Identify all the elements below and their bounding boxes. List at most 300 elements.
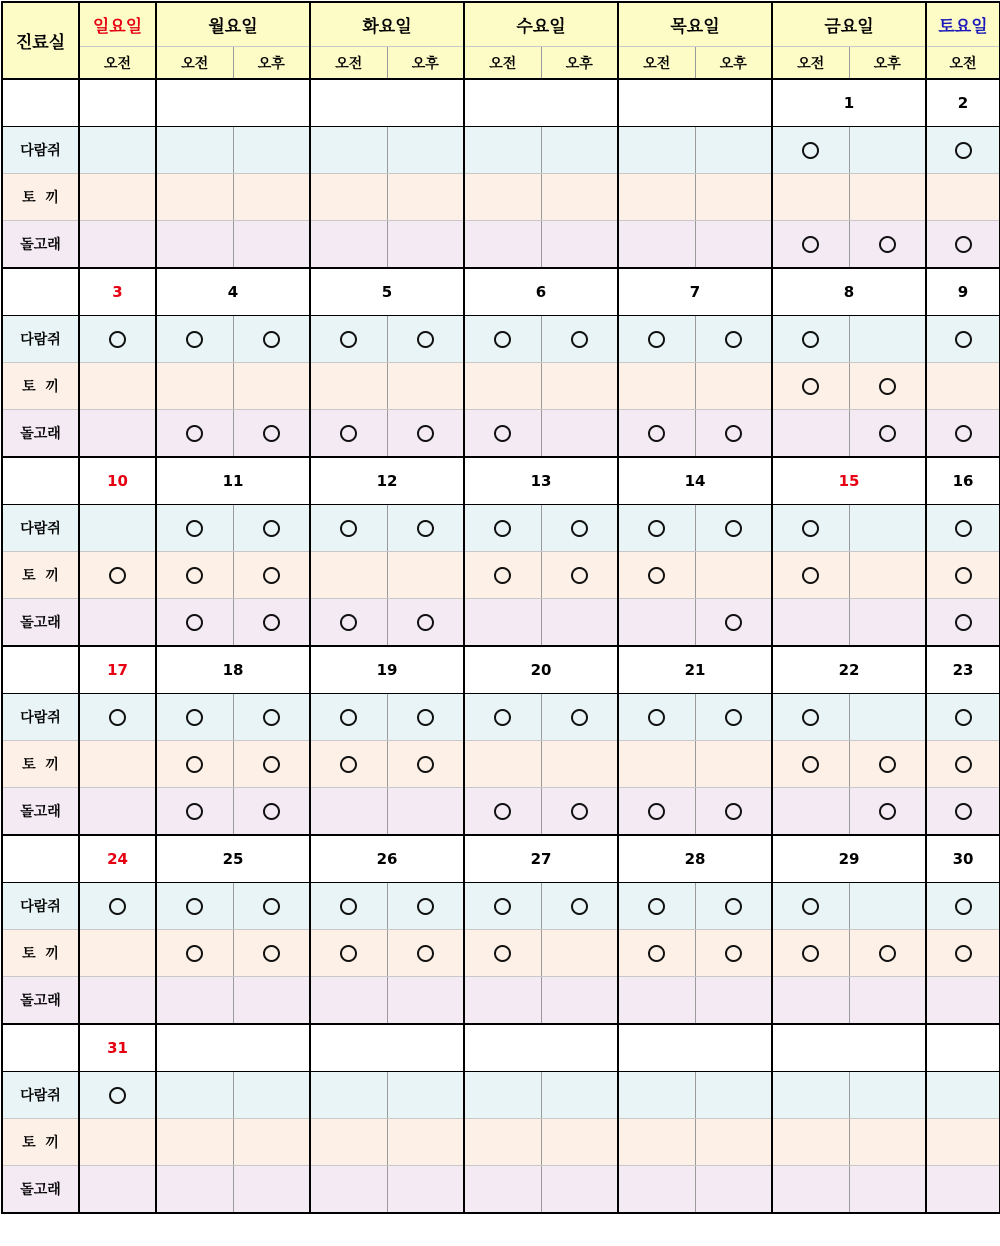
slot-cell-thu-pm: [695, 1072, 772, 1119]
date-cell-thu: 21: [618, 646, 772, 694]
slot-cell-thu-pm: [695, 221, 772, 269]
slot-cell-mon-pm: [233, 694, 310, 741]
circle-icon: [648, 945, 665, 962]
circle-icon: [186, 945, 203, 962]
slot-cell-sat-am: [926, 552, 1000, 599]
slot-cell-mon-am: [156, 741, 233, 788]
slot-cell-tue-pm: [387, 883, 464, 930]
slot-cell-sun-am: [79, 1119, 156, 1166]
slot-cell-thu-am: [618, 221, 695, 269]
slot-cell-thu-am: [618, 505, 695, 552]
slot-cell-wed-pm: [541, 174, 618, 221]
slot-cell-thu-pm: [695, 930, 772, 977]
date-cell-sat: 30: [926, 835, 1000, 883]
circle-icon: [725, 803, 742, 820]
slot-cell-fri-pm: [849, 788, 926, 836]
slot-cell-mon-pm: [233, 363, 310, 410]
slot-cell-thu-am: [618, 977, 695, 1025]
slot-thu-am: 오전: [618, 47, 695, 80]
circle-icon: [494, 803, 511, 820]
slot-cell-tue-pm: [387, 174, 464, 221]
slot-cell-fri-pm: [849, 127, 926, 174]
circle-icon: [340, 945, 357, 962]
slot-cell-sat-am: [926, 1166, 1000, 1214]
room-label: 토 끼: [2, 741, 79, 788]
slot-cell-mon-pm: [233, 930, 310, 977]
slot-cell-wed-am: [464, 883, 541, 930]
slot-fri-am: 오전: [772, 47, 849, 80]
date-cell-sat: [926, 1024, 1000, 1072]
circle-icon: [955, 803, 972, 820]
slot-cell-sat-am: [926, 599, 1000, 647]
date-cell-mon: 25: [156, 835, 310, 883]
slot-cell-tue-am: [310, 221, 387, 269]
slot-cell-fri-pm: [849, 1072, 926, 1119]
slot-cell-tue-pm: [387, 221, 464, 269]
slot-sat-am: 오전: [926, 47, 1000, 80]
slot-cell-tue-am: [310, 316, 387, 363]
week-date-row: [2, 268, 1000, 316]
circle-icon: [955, 520, 972, 537]
slot-cell-sat-am: [926, 316, 1000, 363]
circle-icon: [494, 425, 511, 442]
slot-cell-fri-am: [772, 127, 849, 174]
circle-icon: [186, 803, 203, 820]
circle-icon: [109, 567, 126, 584]
circle-icon: [109, 331, 126, 348]
date-cell-fri: 22: [772, 646, 926, 694]
slot-cell-fri-am: [772, 1119, 849, 1166]
slot-cell-thu-am: [618, 694, 695, 741]
slot-cell-tue-am: [310, 363, 387, 410]
date-cell-wed: 13: [464, 457, 618, 505]
week-date-row: [2, 1024, 1000, 1072]
slot-cell-fri-am: [772, 883, 849, 930]
room-label: 토 끼: [2, 363, 79, 410]
slot-cell-mon-pm: [233, 1119, 310, 1166]
circle-icon: [417, 756, 434, 773]
slot-cell-tue-am: [310, 599, 387, 647]
room-label: 돌고래: [2, 221, 79, 269]
slot-cell-wed-am: [464, 788, 541, 836]
room-label: 토 끼: [2, 1119, 79, 1166]
slot-cell-fri-am: [772, 410, 849, 458]
slot-cell-tue-pm: [387, 977, 464, 1025]
slot-cell-thu-am: [618, 930, 695, 977]
slot-cell-thu-pm: [695, 363, 772, 410]
slot-cell-tue-am: [310, 1072, 387, 1119]
circle-icon: [955, 567, 972, 584]
slot-cell-tue-am: [310, 505, 387, 552]
circle-icon: [802, 945, 819, 962]
room-column-header: 진료실: [2, 2, 79, 79]
slot-cell-wed-am: [464, 316, 541, 363]
room-row: [2, 363, 1000, 410]
circle-icon: [263, 709, 280, 726]
slot-cell-tue-am: [310, 174, 387, 221]
circle-icon: [879, 378, 896, 395]
circle-icon: [725, 709, 742, 726]
slot-cell-sat-am: [926, 410, 1000, 458]
circle-icon: [648, 425, 665, 442]
date-cell-mon: 18: [156, 646, 310, 694]
circle-icon: [879, 236, 896, 253]
date-cell-thu: [618, 79, 772, 127]
slot-cell-fri-am: [772, 316, 849, 363]
slot-tue-pm: 오후: [387, 47, 464, 80]
slot-cell-wed-pm: [541, 694, 618, 741]
slot-cell-tue-am: [310, 410, 387, 458]
circle-icon: [340, 756, 357, 773]
slot-cell-wed-am: [464, 505, 541, 552]
circle-icon: [802, 520, 819, 537]
slot-cell-sat-am: [926, 127, 1000, 174]
circle-icon: [955, 425, 972, 442]
circle-icon: [802, 142, 819, 159]
circle-icon: [571, 898, 588, 915]
circle-icon: [955, 142, 972, 159]
slot-cell-mon-pm: [233, 599, 310, 647]
header-day-friday: 금요일: [772, 2, 926, 47]
circle-icon: [802, 378, 819, 395]
slot-cell-fri-pm: [849, 694, 926, 741]
room-row: [2, 694, 1000, 741]
circle-icon: [340, 898, 357, 915]
date-cell-thu: 7: [618, 268, 772, 316]
room-label: 다람쥐: [2, 316, 79, 363]
slot-cell-fri-pm: [849, 221, 926, 269]
slot-cell-sat-am: [926, 883, 1000, 930]
slot-cell-fri-pm: [849, 1119, 926, 1166]
circle-icon: [955, 709, 972, 726]
slot-cell-tue-am: [310, 741, 387, 788]
slot-cell-thu-pm: [695, 883, 772, 930]
room-row: [2, 127, 1000, 174]
date-cell-tue: 5: [310, 268, 464, 316]
slot-cell-tue-pm: [387, 552, 464, 599]
slot-cell-mon-am: [156, 316, 233, 363]
slot-cell-tue-pm: [387, 1119, 464, 1166]
header-day-wednesday: 수요일: [464, 2, 618, 47]
slot-cell-wed-am: [464, 1166, 541, 1214]
slot-cell-tue-am: [310, 552, 387, 599]
slot-cell-fri-am: [772, 174, 849, 221]
slot-cell-thu-am: [618, 599, 695, 647]
circle-icon: [725, 425, 742, 442]
room-label: 다람쥐: [2, 1072, 79, 1119]
header-day-saturday: 토요일: [926, 2, 1000, 47]
room-row: [2, 316, 1000, 363]
slot-cell-sun-am: [79, 599, 156, 647]
header-day-monday: 월요일: [156, 2, 310, 47]
date-row-spacer: [2, 835, 79, 883]
slot-cell-sun-am: [79, 410, 156, 458]
slot-cell-sun-am: [79, 930, 156, 977]
circle-icon: [186, 567, 203, 584]
circle-icon: [494, 898, 511, 915]
slot-cell-fri-pm: [849, 316, 926, 363]
room-label: 다람쥐: [2, 883, 79, 930]
circle-icon: [417, 520, 434, 537]
slot-cell-mon-am: [156, 505, 233, 552]
room-row: [2, 1166, 1000, 1214]
slot-cell-sun-am: [79, 363, 156, 410]
circle-icon: [802, 898, 819, 915]
room-label: 토 끼: [2, 174, 79, 221]
slot-cell-mon-pm: [233, 174, 310, 221]
slot-cell-fri-am: [772, 741, 849, 788]
slot-fri-pm: 오후: [849, 47, 926, 80]
date-cell-sat: 23: [926, 646, 1000, 694]
room-row: [2, 505, 1000, 552]
slot-cell-mon-am: [156, 1072, 233, 1119]
slot-cell-wed-am: [464, 410, 541, 458]
circle-icon: [802, 236, 819, 253]
slot-cell-mon-am: [156, 977, 233, 1025]
slot-cell-tue-pm: [387, 1072, 464, 1119]
slot-cell-sun-am: [79, 552, 156, 599]
slot-cell-fri-am: [772, 788, 849, 836]
circle-icon: [186, 709, 203, 726]
slot-cell-tue-am: [310, 788, 387, 836]
slot-cell-sun-am: [79, 788, 156, 836]
room-row: [2, 1072, 1000, 1119]
slot-cell-tue-am: [310, 127, 387, 174]
slot-cell-thu-pm: [695, 1166, 772, 1214]
slot-mon-am: 오전: [156, 47, 233, 80]
slot-cell-wed-pm: [541, 316, 618, 363]
slot-cell-thu-pm: [695, 977, 772, 1025]
slot-cell-sun-am: [79, 1166, 156, 1214]
slot-cell-fri-am: [772, 552, 849, 599]
circle-icon: [494, 520, 511, 537]
date-cell-sat: 2: [926, 79, 1000, 127]
slot-cell-mon-pm: [233, 1072, 310, 1119]
room-label: 다람쥐: [2, 505, 79, 552]
date-cell-sun: 3: [79, 268, 156, 316]
room-row: [2, 741, 1000, 788]
slot-cell-wed-pm: [541, 741, 618, 788]
slot-sun-am: 오전: [79, 47, 156, 80]
circle-icon: [417, 614, 434, 631]
circle-icon: [263, 756, 280, 773]
slot-cell-wed-am: [464, 1072, 541, 1119]
clinic-schedule-table: [1, 1, 1000, 1214]
circle-icon: [186, 614, 203, 631]
circle-icon: [494, 709, 511, 726]
slot-cell-mon-pm: [233, 221, 310, 269]
circle-icon: [186, 756, 203, 773]
slot-cell-wed-pm: [541, 363, 618, 410]
slot-cell-thu-pm: [695, 316, 772, 363]
slot-cell-tue-pm: [387, 788, 464, 836]
circle-icon: [879, 756, 896, 773]
slot-cell-thu-am: [618, 410, 695, 458]
slot-cell-sun-am: [79, 316, 156, 363]
circle-icon: [340, 425, 357, 442]
date-cell-mon: 11: [156, 457, 310, 505]
room-label: 토 끼: [2, 552, 79, 599]
circle-icon: [725, 614, 742, 631]
room-label: 돌고래: [2, 977, 79, 1025]
circle-icon: [494, 945, 511, 962]
room-label: 돌고래: [2, 1166, 79, 1214]
slot-cell-thu-am: [618, 316, 695, 363]
date-cell-thu: 28: [618, 835, 772, 883]
slot-cell-fri-pm: [849, 363, 926, 410]
slot-cell-sat-am: [926, 221, 1000, 269]
slot-cell-fri-pm: [849, 174, 926, 221]
room-row: [2, 410, 1000, 458]
date-row-spacer: [2, 1024, 79, 1072]
slot-cell-mon-am: [156, 788, 233, 836]
circle-icon: [186, 520, 203, 537]
slot-cell-wed-pm: [541, 1166, 618, 1214]
slot-cell-mon-pm: [233, 127, 310, 174]
slot-cell-sun-am: [79, 1072, 156, 1119]
slot-cell-wed-pm: [541, 505, 618, 552]
slot-cell-wed-pm: [541, 552, 618, 599]
slot-cell-mon-pm: [233, 788, 310, 836]
room-row: [2, 552, 1000, 599]
circle-icon: [263, 803, 280, 820]
slot-cell-thu-pm: [695, 505, 772, 552]
slot-cell-sat-am: [926, 788, 1000, 836]
circle-icon: [186, 331, 203, 348]
circle-icon: [571, 803, 588, 820]
circle-icon: [802, 567, 819, 584]
slot-cell-tue-pm: [387, 930, 464, 977]
date-cell-sun: [79, 79, 156, 127]
date-cell-mon: 4: [156, 268, 310, 316]
slot-cell-fri-am: [772, 505, 849, 552]
slot-cell-fri-am: [772, 694, 849, 741]
slot-cell-thu-am: [618, 363, 695, 410]
circle-icon: [571, 567, 588, 584]
circle-icon: [879, 803, 896, 820]
slot-cell-fri-am: [772, 977, 849, 1025]
slot-wed-am: 오전: [464, 47, 541, 80]
room-row: [2, 883, 1000, 930]
schedule-header: [2, 2, 1000, 79]
slot-cell-wed-pm: [541, 1119, 618, 1166]
slot-cell-sat-am: [926, 174, 1000, 221]
slot-cell-wed-am: [464, 741, 541, 788]
slot-cell-fri-pm: [849, 552, 926, 599]
header-slot-row: [2, 47, 1000, 80]
circle-icon: [955, 614, 972, 631]
slot-cell-mon-am: [156, 1119, 233, 1166]
date-cell-fri: 29: [772, 835, 926, 883]
circle-icon: [417, 331, 434, 348]
slot-cell-thu-pm: [695, 788, 772, 836]
slot-cell-fri-am: [772, 363, 849, 410]
slot-cell-mon-pm: [233, 1166, 310, 1214]
slot-cell-wed-pm: [541, 221, 618, 269]
circle-icon: [802, 756, 819, 773]
circle-icon: [879, 945, 896, 962]
slot-cell-mon-pm: [233, 883, 310, 930]
slot-cell-fri-am: [772, 599, 849, 647]
slot-cell-mon-am: [156, 694, 233, 741]
circle-icon: [340, 520, 357, 537]
slot-cell-fri-am: [772, 221, 849, 269]
slot-cell-mon-am: [156, 930, 233, 977]
circle-icon: [340, 331, 357, 348]
date-cell-wed: 6: [464, 268, 618, 316]
slot-cell-tue-am: [310, 694, 387, 741]
circle-icon: [802, 709, 819, 726]
circle-icon: [263, 331, 280, 348]
slot-cell-thu-am: [618, 883, 695, 930]
header-day-thursday: 목요일: [618, 2, 772, 47]
circle-icon: [417, 898, 434, 915]
slot-cell-wed-am: [464, 552, 541, 599]
slot-cell-wed-pm: [541, 127, 618, 174]
circle-icon: [648, 709, 665, 726]
slot-cell-tue-pm: [387, 410, 464, 458]
circle-icon: [725, 331, 742, 348]
date-cell-sun: 10: [79, 457, 156, 505]
room-label: 돌고래: [2, 599, 79, 647]
slot-cell-tue-pm: [387, 1166, 464, 1214]
week-date-row: [2, 457, 1000, 505]
slot-thu-pm: 오후: [695, 47, 772, 80]
slot-cell-tue-pm: [387, 599, 464, 647]
slot-cell-sun-am: [79, 127, 156, 174]
slot-cell-tue-pm: [387, 316, 464, 363]
circle-icon: [571, 331, 588, 348]
circle-icon: [648, 803, 665, 820]
circle-icon: [109, 709, 126, 726]
slot-cell-sat-am: [926, 505, 1000, 552]
circle-icon: [955, 236, 972, 253]
slot-cell-thu-pm: [695, 1119, 772, 1166]
circle-icon: [648, 567, 665, 584]
slot-cell-mon-am: [156, 127, 233, 174]
circle-icon: [648, 331, 665, 348]
slot-cell-sun-am: [79, 694, 156, 741]
room-row: [2, 599, 1000, 647]
room-row: [2, 221, 1000, 269]
circle-icon: [802, 331, 819, 348]
circle-icon: [109, 1087, 126, 1104]
circle-icon: [340, 709, 357, 726]
slot-cell-thu-pm: [695, 552, 772, 599]
slot-cell-tue-pm: [387, 694, 464, 741]
circle-icon: [725, 898, 742, 915]
date-cell-thu: [618, 1024, 772, 1072]
room-label: 다람쥐: [2, 127, 79, 174]
slot-cell-wed-am: [464, 930, 541, 977]
header-day-tuesday: 화요일: [310, 2, 464, 47]
slot-cell-sun-am: [79, 883, 156, 930]
slot-cell-wed-am: [464, 221, 541, 269]
date-cell-tue: 12: [310, 457, 464, 505]
slot-wed-pm: 오후: [541, 47, 618, 80]
date-cell-sun: 24: [79, 835, 156, 883]
room-label: 돌고래: [2, 410, 79, 458]
slot-cell-sat-am: [926, 930, 1000, 977]
week-date-row: [2, 835, 1000, 883]
slot-cell-mon-pm: [233, 505, 310, 552]
slot-cell-fri-pm: [849, 883, 926, 930]
slot-cell-wed-am: [464, 599, 541, 647]
circle-icon: [955, 756, 972, 773]
slot-cell-wed-am: [464, 694, 541, 741]
date-cell-fri: 15: [772, 457, 926, 505]
circle-icon: [494, 331, 511, 348]
